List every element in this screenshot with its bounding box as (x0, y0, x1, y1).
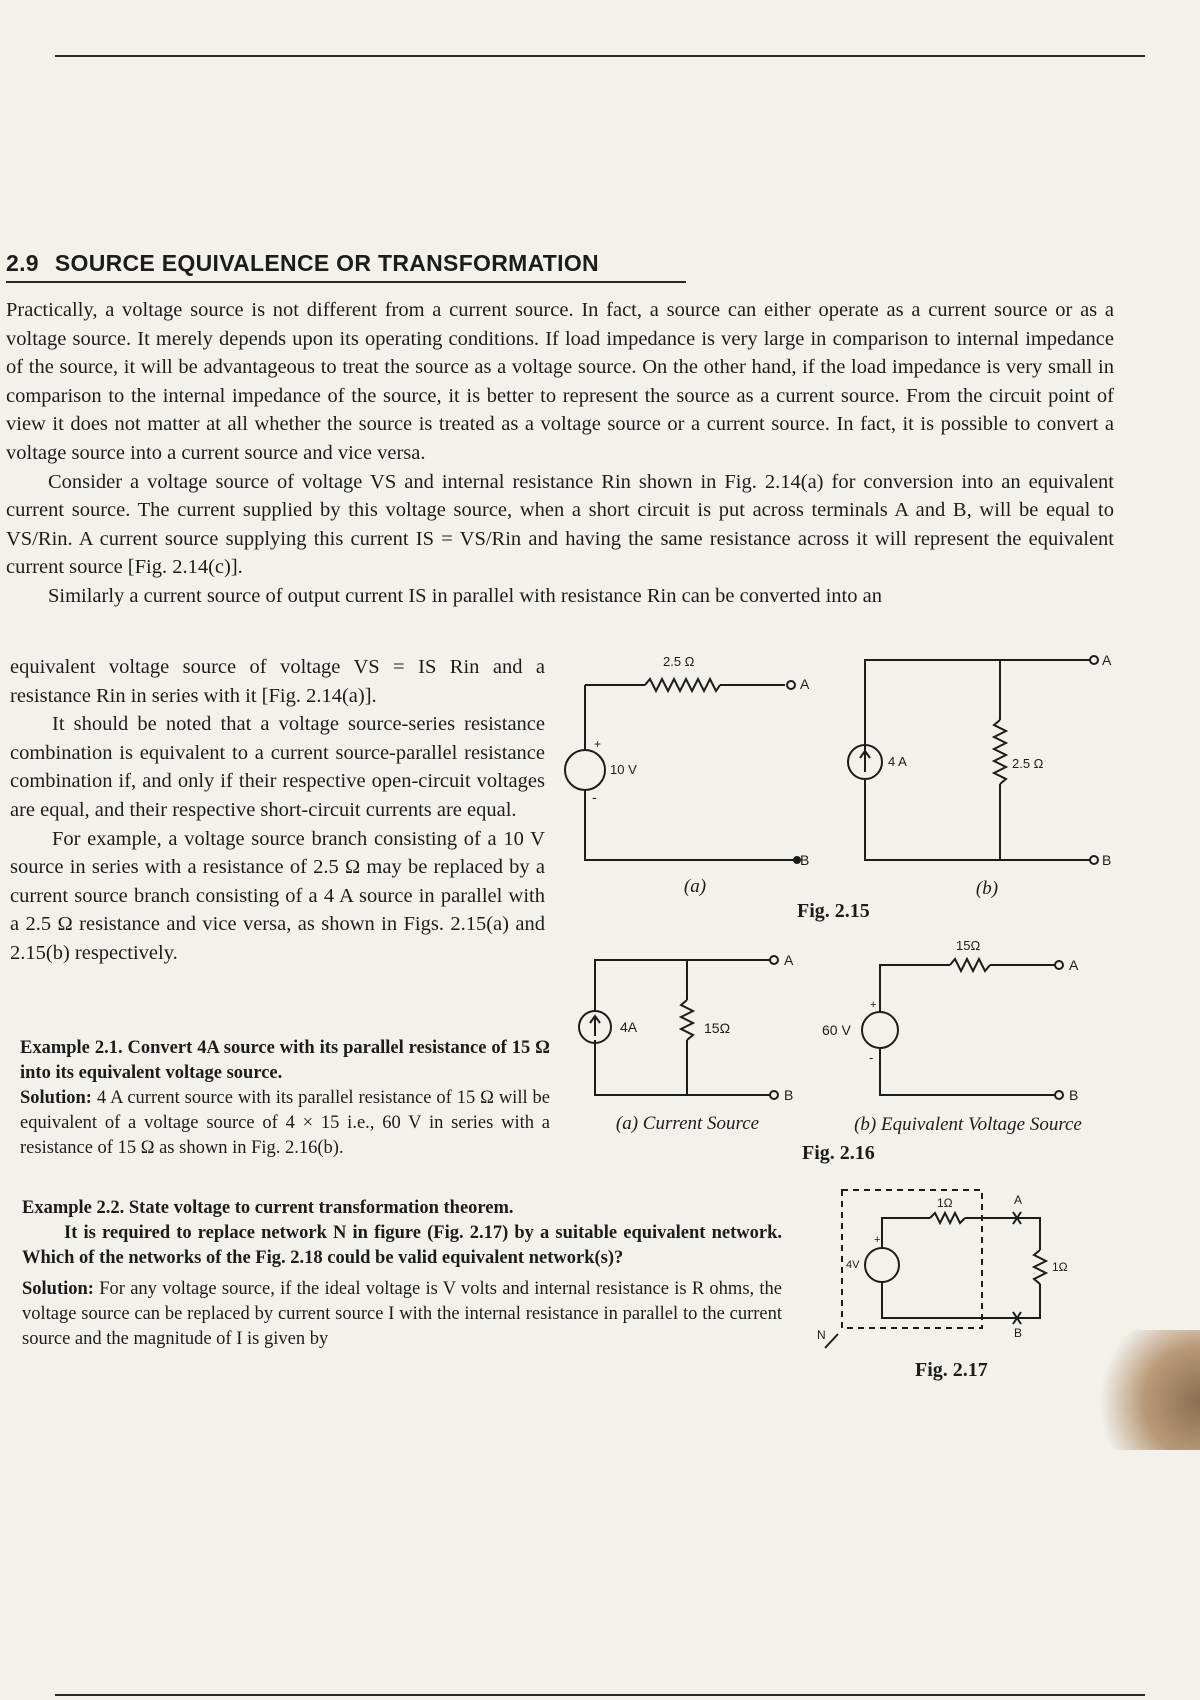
section-heading (6, 250, 686, 283)
fig216b-terminal-b: B (1069, 1087, 1079, 1103)
resistor-2-5-ohm-a (645, 679, 720, 691)
fig215a-source-label: 10 V (610, 762, 637, 777)
paragraph-2: Consider a voltage source of voltage VS and internal resistance Rin shown in Fig. 2.14(a) for conversion into an equivalent current source. The current supplied by this voltage source, when a short circuit is put across terminals A and B, will be equal to VS/Rin. A current source supplying this current IS = VS/Rin and having the same resistance across it will represent the equivalent current source [Fig. 2.14(c)]. (6, 470, 1114, 579)
paragraph-5: For example, a voltage source branch consisting of a 10 V source in series with a resistance of 2.5 Ω may be replaced by a current source branch consisting of a 4 A source in parallel with a 2.5 Ω resistance and vice versa, as shown in Figs. 2.15(a) and 2.15(b) respectively. (10, 827, 545, 964)
fig215b-terminal-b: B (1102, 852, 1112, 868)
example-2-1-title: Example 2.1. Convert 4A source with its parallel resistance of 15 Ω into its equivalent voltage source. (20, 1038, 550, 1083)
terminal-a-icon (1090, 656, 1098, 664)
fig217-source-label: 4V (846, 1259, 860, 1271)
intro-paragraph (6, 296, 1114, 611)
fig217-label: Fig. 2.17 (915, 1359, 988, 1381)
terminal-b-icon (1090, 856, 1098, 864)
resistor-2-5-ohm-b (994, 720, 1006, 784)
section-title: SOURCE EQUIVALENCE OR TRANSFORMATION (54, 250, 599, 276)
example-2-1 (20, 1036, 550, 1161)
current-source-4a (848, 745, 882, 779)
fig-2-15-b (848, 656, 1098, 864)
fig215b-source-label: 4 A (888, 754, 907, 769)
fig216b-source-label: 60 V (822, 1022, 851, 1038)
terminal-a-icon (1055, 961, 1063, 969)
voltage-source-4v (865, 1248, 899, 1282)
example-2-2-solution: For any voltage source, if the ideal voltage is V volts and internal resistance is R ohms, the voltage source can be replaced by current source I with the internal resistance in parallel to the current source and the magnitude of I is given by (22, 1279, 783, 1349)
resistor-1-ohm-load (1034, 1250, 1046, 1284)
paragraph-3b: equivalent voltage source of voltage VS = IS Rin and a resistance Rin in series with it [Fig. 2.14(a)]. (10, 656, 545, 707)
svg-text:-: - (869, 1050, 874, 1065)
fig216a-terminal-b: B (784, 1087, 794, 1103)
fig217-network-label: N (817, 1328, 826, 1342)
fig-2-16-a (579, 956, 778, 1099)
section-number: 2.9 (6, 250, 39, 276)
fig215b-terminal-a: A (1102, 652, 1112, 668)
terminal-b-icon (1055, 1091, 1063, 1099)
finger-shadow (1080, 1330, 1200, 1450)
fig216a-source-label: 4A (620, 1019, 638, 1035)
fig-2-15-a (565, 679, 800, 863)
fig215b-caption: (b) (975, 878, 999, 899)
voltage-source-60v (862, 1012, 898, 1048)
fig216a-caption: (a) Current Source (615, 1113, 760, 1134)
bottom-rule (55, 1694, 1145, 1696)
svg-text:+: + (594, 737, 602, 751)
fig216b-terminal-a: A (1069, 957, 1079, 973)
resistor-15-ohm-b (950, 959, 990, 971)
paragraph-4: It should be noted that a voltage source-series resistance combination is equivalent to a current source-parallel resistance combination if, and only if their respective open-circuit voltages are equal, and their respective short-circuit currents are equal. (10, 713, 545, 821)
fig217-load-resistor-label: 1Ω (1052, 1260, 1068, 1274)
terminal-a-icon (787, 681, 795, 689)
terminal-b-icon (770, 1091, 778, 1099)
fig215a-terminal-b: B (800, 852, 810, 868)
network-n-box (842, 1190, 982, 1328)
resistor-1-ohm-series (930, 1213, 965, 1223)
fig217-series-resistor-label: 1Ω (937, 1196, 953, 1210)
fig215b-resistor-label: 2.5 Ω (1012, 756, 1044, 771)
paragraph-3a: Similarly a current source of output current IS in parallel with resistance Rin can be converted into an (48, 584, 882, 607)
fig215-label: Fig. 2.15 (797, 900, 870, 922)
fig216b-resistor-label: 15Ω (956, 938, 981, 953)
voltage-source-10v (565, 750, 605, 790)
top-rule (55, 55, 1145, 57)
fig215a-caption: (a) (683, 876, 707, 897)
fig215a-resistor-label: 2.5 Ω (663, 654, 695, 669)
example-2-1-solution-label: Solution: (20, 1088, 92, 1108)
fig216b-caption: (b) Equivalent Voltage Source (854, 1114, 1082, 1135)
fig216a-terminal-a: A (784, 952, 794, 968)
svg-text:-: - (592, 789, 597, 805)
fig215a-terminal-a: A (800, 676, 810, 692)
current-source-4a-icon (579, 1011, 611, 1043)
resistor-15-ohm-a (681, 1000, 693, 1040)
fig217-terminal-a: A (1014, 1193, 1023, 1207)
left-column-text (10, 653, 545, 968)
fig217-terminal-b: B (1014, 1326, 1023, 1340)
paragraph-1: Practically, a voltage source is not different from a current source. In fact, a source can either operate as a current source or as a voltage source. It merely depends upon its operating conditions. If load impedance is very large in comparison to internal impedance of the source, it will be advantageous to treat the source as a voltage source. On the other hand, if the load impedance is very small in comparison to the internal impedance of the source, it is better to represent the source as a current source. From the circuit point of view it does not matter at all whether the source is treated as a voltage source or a current source. In fact, it is possible to convert a voltage source into a current source and vice versa. (6, 299, 1114, 464)
fig216-label: Fig. 2.16 (802, 1142, 875, 1164)
svg-text:+: + (874, 1234, 881, 1246)
fig-2-16-b (862, 959, 1063, 1099)
svg-text:+: + (870, 999, 877, 1011)
fig216a-resistor-label: 15Ω (704, 1020, 731, 1036)
example-2-2-title: Example 2.2. State voltage to current transformation theorem. (22, 1198, 514, 1218)
example-2-2-question: It is required to replace network N in figure (Fig. 2.17) by a suitable equivalent network. Which of the networks of the Fig. 2.18 could be valid equivalent network(s)? (22, 1223, 782, 1268)
example-2-2 (22, 1196, 782, 1352)
example-2-1-solution: 4 A current source with its parallel resistance of 15 Ω will be equivalent of a voltage source of 4 × 15 i.e., 60 V in series with a resistance of 15 Ω as shown in Fig. 2.16(b). (20, 1088, 551, 1158)
terminal-a-icon (770, 956, 778, 964)
example-2-2-solution-label: Solution: (22, 1279, 94, 1299)
